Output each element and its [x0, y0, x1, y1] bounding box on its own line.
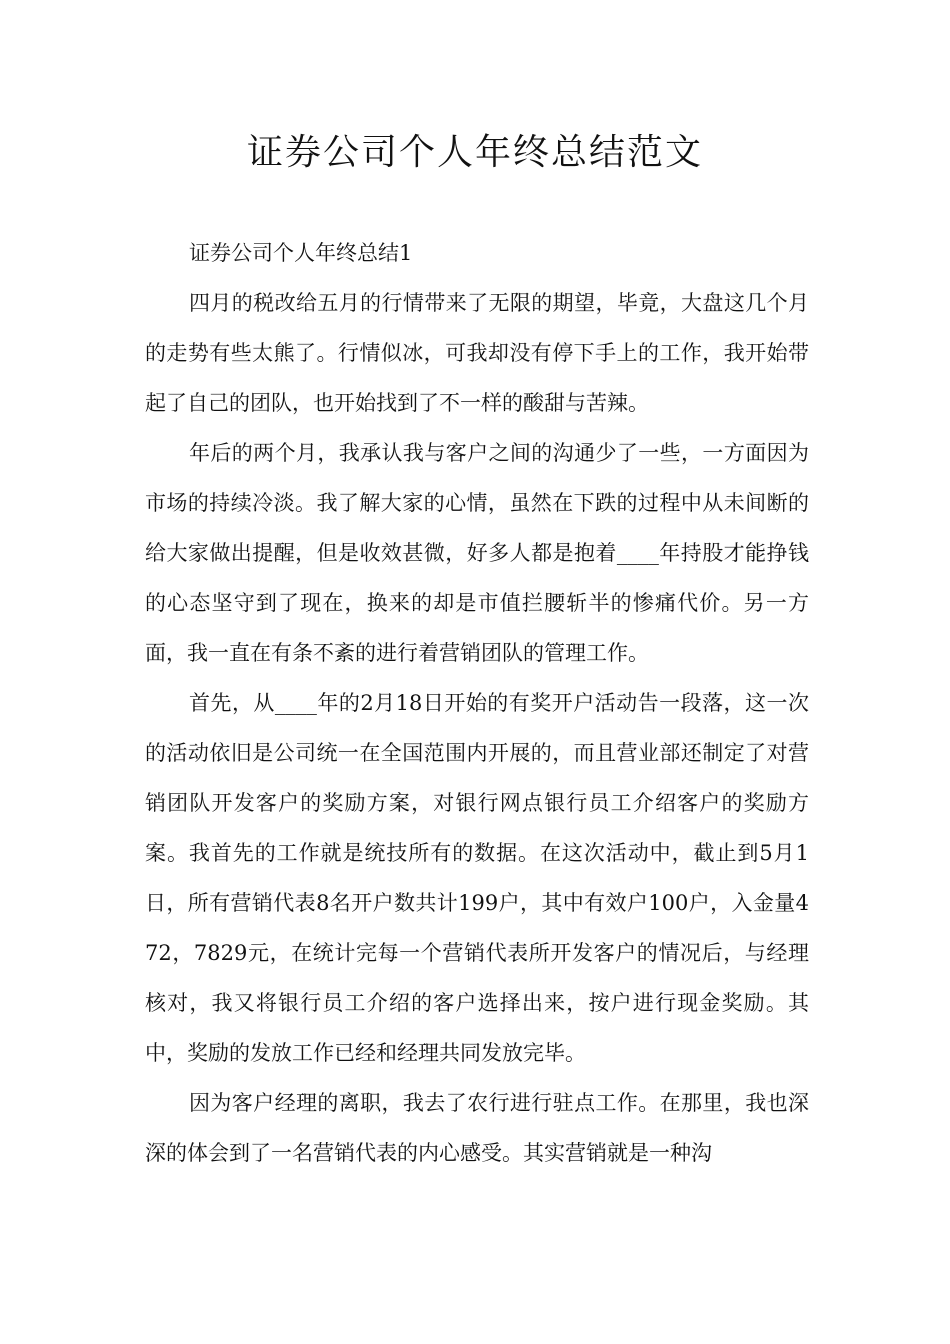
paragraph: 四月的税改给五月的行情带来了无限的期望，毕竟，大盘这几个月的走势有些太熊了。行情似冰，可我却没有停下手上的工作，我开始带起了自己的团队，也开始找到了不一样的酸甜与苦辣。: [145, 291, 809, 415]
paragraph: 年后的两个月，我承认我与客户之间的沟通少了一些，一方面因为市场的持续冷淡。我了解大家的心情，虽然在下跌的过程中从未间断的给大家做出提醒，但是收效甚微，好多人都是抱着____年持股才能挣钱的心态坚守到了现在，换来的却是市值拦腰斩半的惨痛代价。另一方面，我一直在有条不紊的进行着营销团队的管理工作。: [145, 441, 809, 665]
document-title: 证券公司个人年终总结范文: [246, 132, 703, 173]
paragraph: 首先，从____年的2月18日开始的有奖开户活动告一段落，这一次的活动依旧是公司统一在全国范围内开展的，而且营业部还制定了对营销团队开发客户的奖励方案，对银行网点银行员工介绍客户的奖励方案。我首先的工作就是统技所有的数据。在这次活动中，截止到5月1日，所有营销代表8名开户数共计199户，其中有效户100户，入金量472，7829元，在统计完每一个营销代表所开发客户的情况后，与经理核对，我又将银行员工介绍的客户选择出来，按户进行现金奖励。其中，奖励的发放工作已经和经理共同发放完毕。: [145, 691, 809, 1065]
paragraph: 因为客户经理的离职，我去了农行进行驻点工作。在那里，我也深深的体会到了一名营销代表的内心感受。其实营销就是一种沟: [145, 1091, 809, 1165]
section-heading: 证券公司个人年终总结1: [189, 241, 413, 265]
document-body: [145, 228, 809, 1178]
